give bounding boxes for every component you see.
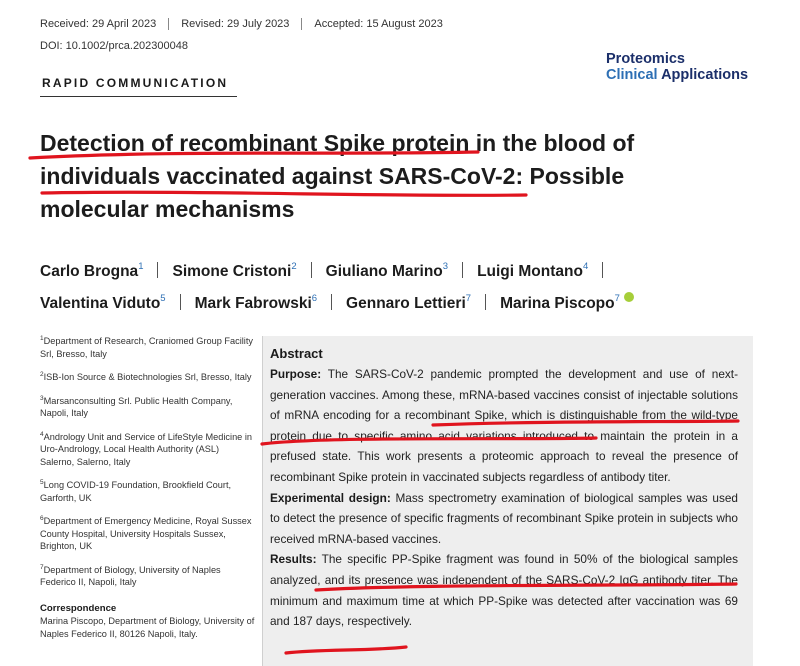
affiliation-item: $^6$Department of Emergency Medicine, Royal Sussex County Hospital, University Hospitals Sussex, Brighton, UK (40, 515, 252, 552)
affiliation-item: $^3$Marsanconsulting Srl. Public Health Company, Napoli, Italy (40, 394, 233, 419)
highlight-underline (262, 438, 596, 444)
affiliation-item: $^5$Long COVID-19 Foundation, Brookfield Court, Garforth, UK (40, 479, 232, 503)
received-date: Received: 29 April 2023 (40, 18, 157, 30)
affiliation-item: $^7$Department of Biology, University of Naples Federico II, Napoli, Italy (40, 563, 221, 588)
author[interactable]: Simone Cristoni$^2$ (172, 261, 297, 281)
author[interactable]: Luigi Montano$^4$ (477, 261, 589, 281)
abstract-results: Results: The specific PP-Spike fragment was found in 50% of the biological samples analyzed, and its presence was independent of the SARS-CoV-2 IgG antibody titer. The minimum and maximum time at which PP-Spike was detected after vaccination was 69 and 187 days, respectively. (270, 552, 738, 629)
highlight-underline (42, 192, 526, 195)
author[interactable]: Gennaro Lettieri$^7$ (346, 293, 472, 313)
doi[interactable]: DOI: 10.1002/prca.202300048 (40, 40, 189, 52)
affiliation-item: $^2$ISB-Ion Source & Biotechnologies Srl, Bresso, Italy (40, 371, 252, 383)
highlight-underline (286, 647, 406, 653)
correspondence-text: Marina Piscopo, Department of Biology, University of Naples Federico II, 80126 Napoli, Italy. (40, 616, 255, 639)
affiliation-item: $^1$Department of Research, Craniomed Group Facility Srl, Bresso, Italy (40, 335, 253, 359)
author[interactable]: Carlo Brogna$^1$ (40, 261, 144, 281)
journal-name-applications: Applications (657, 67, 749, 83)
journal-name-line1: Proteomics (606, 51, 685, 67)
author[interactable]: Mark Fabrowski$^6$ (194, 293, 318, 313)
author[interactable]: Valentina Viduto$^5$ (40, 293, 166, 313)
highlight-underline (433, 421, 738, 425)
correspondence-heading: Correspondence (40, 602, 117, 614)
section-label: RAPID COMMUNICATION (42, 76, 229, 90)
abstract-purpose: Purpose: The SARS-CoV-2 pandemic prompted the development and use of next-generation vaccines. Among these, mRNA-based vaccines consist of injectable solutions of mRNA encoding for a recombinant Spike, which is distinguishable from the wild-type protein due to specific amino acid variations introduced to maintain the protein in a prefused state. This work presents a proteomic approach to reveal the presence of recombinant Spike protein in vaccinated subjects regardless of antibody titer. (270, 367, 738, 484)
affiliation-item: $^4$Andrology Unit and Service of LifeStyle Medicine in Uro-Andrology, Local Health Authority (ASL) Salerno, Salerno, Italy (40, 430, 252, 467)
accepted-date: Accepted: 15 August 2023 (314, 18, 443, 30)
highlight-underline (30, 152, 478, 158)
article-title: Detection of recombinant Spike protein in the blood of individuals vaccinated against SARS-CoV-2: Possible molecular mechanisms (40, 130, 635, 222)
abstract-design: Experimental design: Mass spectrometry examination of biological samples was used to detect the presence of specific fragments of recombinant Spike protein in subjects who received mRNA-based vaccines. (270, 490, 738, 546)
abstract-heading: Abstract (270, 346, 323, 361)
author[interactable]: Giuliano Marino$^3$ (325, 261, 449, 281)
highlight-underline (316, 584, 736, 590)
revised-date: Revised: 29 July 2023 (181, 18, 290, 30)
journal-name-clinical: Clinical (606, 67, 658, 83)
author[interactable]: Marina Piscopo$^7$ (500, 293, 620, 313)
